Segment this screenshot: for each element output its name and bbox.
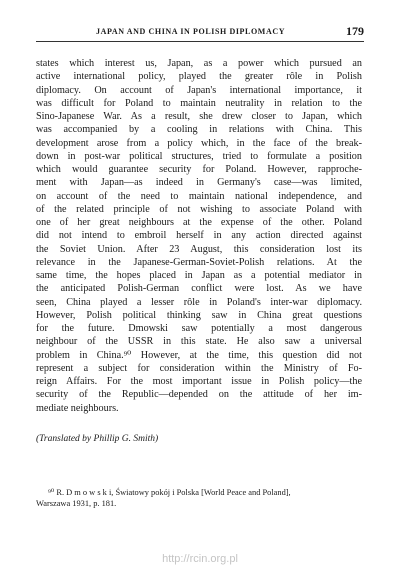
footnote-line: Warszawa 1931, p. 181. bbox=[36, 499, 117, 508]
body-line: Sino-Japanese War. As a result, she drew closer to Japan, which bbox=[36, 111, 362, 122]
body-line: was difficult for Poland to maintain neutrality in relation to the bbox=[36, 97, 362, 109]
footnote-line: ⁹⁰ R. D m o w s k i, Światowy pokój i Polska [World Peace and Poland], bbox=[48, 488, 291, 497]
body-line: the anticipated Polish-German conflict were lost. As we have bbox=[36, 283, 362, 295]
body-paragraph bbox=[36, 57, 362, 415]
translator-credit: (Translated by Phillip G. Smith) bbox=[36, 434, 159, 444]
body-line: seen, China played a lesser rôle in Poland's inter-war diplomacy. bbox=[36, 296, 362, 308]
body-line: represent a subject for consideration within the Ministry of Fo- bbox=[36, 362, 362, 374]
header-rule bbox=[36, 41, 364, 42]
body-line: which would guarantee security for Poland. However, rapproche- bbox=[36, 164, 362, 175]
body-line: states which interest us, Japan, as a power which pursued an bbox=[36, 58, 362, 69]
body-line: security of the Republic—depended on the attitude of her im- bbox=[36, 389, 362, 401]
footnote bbox=[36, 487, 362, 509]
body-line: active international policy, played the greater rôle in Polish bbox=[36, 71, 362, 83]
page-number: 179 bbox=[346, 24, 364, 38]
body-line: one of her great neighbours at the expense of the other. Poland bbox=[36, 217, 362, 228]
body-line: problem in China.⁹⁰ However, at the time, this question did not bbox=[36, 349, 362, 361]
body-line: neighbour of the USSR in this state. He also saw a universal bbox=[36, 336, 362, 348]
running-title: JAPAN AND CHINA IN POLISH DIPLOMACY bbox=[96, 27, 286, 36]
body-line: diplomacy. On account of Japan's international importance, it bbox=[36, 84, 362, 96]
running-header bbox=[36, 26, 364, 40]
source-watermark: http://rcin.org.pl bbox=[162, 553, 238, 565]
body-line: did not intend to embroil herself in any action directed against bbox=[36, 230, 362, 242]
body-line: mediate neighbours. bbox=[36, 402, 119, 414]
body-line: down in post-war political structures, tried to formulate a position bbox=[36, 150, 362, 162]
body-line: of the related principle of not wishing to associate Poland with bbox=[36, 203, 362, 215]
body-line: reign Affairs. For the most important issue in Polish policy—the bbox=[36, 376, 362, 387]
body-line: was accompanied by a cooling in relations with China. This bbox=[36, 124, 362, 136]
body-line: the Soviet Union. After 23 August, this consideration lost its bbox=[36, 243, 362, 255]
body-line: for the future. Dmowski saw potentially a most dangerous bbox=[36, 323, 362, 334]
body-line: However, Polish political thinking saw in China great questions bbox=[36, 309, 362, 321]
body-line: relevance in the Japanese-German-Soviet-Polish relations. At the bbox=[36, 256, 362, 268]
body-line: on account of the need to maintain national independence, and bbox=[36, 190, 362, 202]
body-line: development arose from a policy which, in the face of the break- bbox=[36, 137, 362, 149]
body-line: ment with Japan—as indeed in Germany's case—was limited, bbox=[36, 177, 362, 189]
body-line: same time, the hopes placed in Japan as a potential mediator in bbox=[36, 270, 362, 281]
